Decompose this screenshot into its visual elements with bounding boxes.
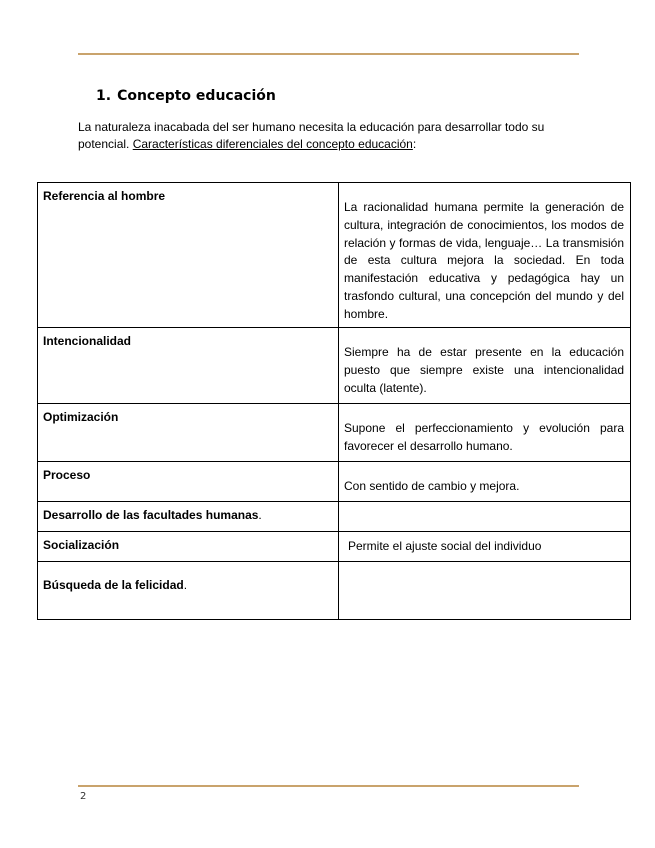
row-description <box>339 502 631 532</box>
row-label <box>38 532 339 562</box>
row-label <box>38 183 339 328</box>
page-number: 2 <box>80 791 87 802</box>
row-label-text: Desarrollo de las facultades humanas <box>43 508 259 522</box>
section-title: Concepto educación <box>117 88 276 104</box>
table-row <box>38 404 631 462</box>
intro-underlined-text: Características diferenciales del concepto educación <box>132 137 413 151</box>
row-label-suffix: . <box>258 508 262 522</box>
row-label <box>38 404 339 462</box>
table-row <box>38 328 631 404</box>
row-label <box>38 562 339 620</box>
row-description: Siempre ha de estar presente en la educación puesto que siempre existe una intencionalidad oculta (latente). <box>339 328 631 404</box>
row-label-text: Socialización <box>43 538 120 552</box>
row-label <box>38 328 339 404</box>
section-number: 1. <box>96 88 112 104</box>
table-row <box>38 502 631 532</box>
table-row <box>38 183 631 328</box>
row-label-suffix: . <box>183 578 188 592</box>
row-description: Supone el perfeccionamiento y evolución para favorecer el desarrollo humano. <box>339 404 631 462</box>
row-label-text: Optimización <box>43 410 119 424</box>
row-label-text: Búsqueda de la felicidad <box>43 578 184 592</box>
row-label <box>38 502 339 532</box>
table-row <box>38 462 631 502</box>
intro-suffix: : <box>412 137 417 151</box>
row-description <box>339 562 631 620</box>
row-label-text: Referencia al hombre <box>43 189 166 203</box>
row-label <box>38 462 339 502</box>
table-row <box>38 532 631 562</box>
row-description: Con sentido de cambio y mejora. <box>339 462 631 502</box>
section-heading <box>96 88 276 104</box>
footer-rule <box>78 785 579 787</box>
row-label-text: Proceso <box>43 468 91 482</box>
intro-paragraph <box>78 119 588 153</box>
row-label-text: Intencionalidad <box>43 334 132 348</box>
row-description: La racionalidad humana permite la generación de cultura, integración de conocimientos, los modos de relación y formas de vida, lenguaje… La transmisión de esta cultura mejora la sociedad. En toda manifestación educativa y pedagógica hay un trasfondo cultural, una concepción del mundo y del hombre. <box>339 183 631 328</box>
characteristics-table <box>37 182 631 620</box>
intro-text: La naturaleza inacabada del ser humano necesita la educación para desarrollar todo su potencial. <box>78 120 545 151</box>
table-row <box>38 562 631 620</box>
header-rule <box>78 53 579 55</box>
row-description: Permite el ajuste social del individuo <box>339 532 631 562</box>
